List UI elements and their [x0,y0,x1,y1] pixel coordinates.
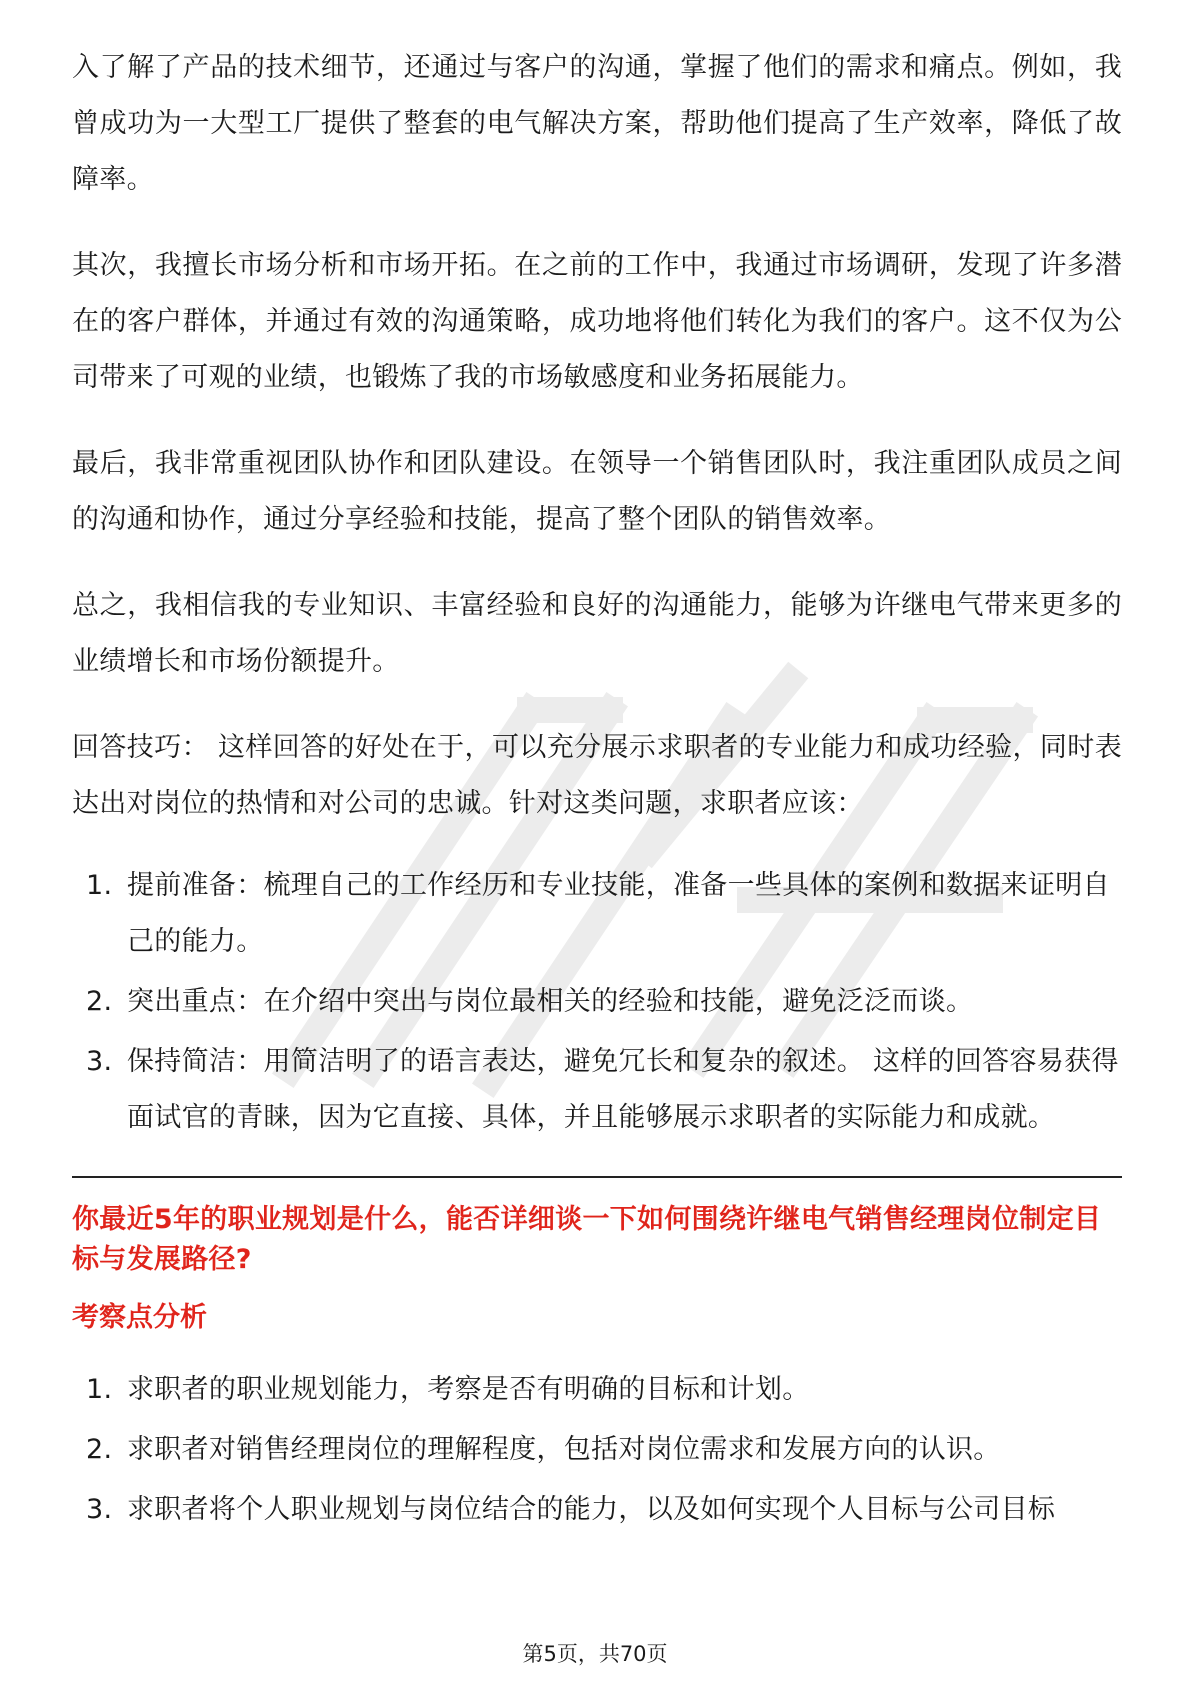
paragraph-summary: 总之，我相信我的专业知识、丰富经验和良好的沟通能力，能够为许继电气带来更多的业绩增长和市场份额提升。 [72,590,1122,677]
question-title: 你最近5年的职业规划是什么，能否详细谈一下如何围绕许继电气销售经理岗位制定目标与发展路径? [72,1204,1102,1275]
list-item-text: 突出重点：在介绍中突出与岗位最相关的经验和技能，避免泛泛而谈。 [127,986,974,1017]
tips-list [72,858,1122,1146]
list-item [72,858,1122,970]
list-item-text: 求职者的职业规划能力，考察是否有明确的目标和计划。 [127,1374,810,1405]
list-item-number: 3. [86,1494,113,1525]
analysis-heading: 考察点分析 [72,1302,207,1333]
analysis-list [72,1362,1122,1538]
paragraph-market-analysis: 其次，我擅长市场分析和市场开拓。在之前的工作中，我通过市场调研，发现了许多潜在的客户群体，并通过有效的沟通策略，成功地将他们转化为我们的客户。这不仅为公司带来了可观的业绩，也锻炼了我的市场敏感度和业务拓展能力。 [72,250,1122,393]
section-divider [72,1176,1122,1178]
paragraph-teamwork: 最后，我非常重视团队协作和团队建设。在领导一个销售团队时，我注重团队成员之间的沟通和协作，通过分享经验和技能，提高了整个团队的销售效率。 [72,448,1122,535]
list-item-number: 1. [86,870,113,901]
page-number: 第5页，共70页 [522,1642,668,1666]
list-item [72,1422,1122,1478]
document-page [72,40,1122,1542]
list-item-text: 提前准备：梳理自己的工作经历和专业技能，准备一些具体的案例和数据来证明自己的能力。 [127,870,1110,957]
list-item-number: 1. [86,1374,113,1405]
list-item [72,1034,1122,1146]
list-item-number: 3. [86,1046,113,1077]
list-item-text: 求职者对销售经理岗位的理解程度，包括对岗位需求和发展方向的认识。 [127,1434,1001,1465]
list-item-number: 2. [86,1434,113,1465]
paragraph-experience-detail: 入了解了产品的技术细节，还通过与客户的沟通，掌握了他们的需求和痛点。例如，我曾成功为一大型工厂提供了整套的电气解决方案，帮助他们提高了生产效率，降低了故障率。 [72,52,1122,195]
list-item-number: 2. [86,986,113,1017]
list-item-text: 保持简洁：用简洁明了的语言表达，避免冗长和复杂的叙述。 这样的回答容易获得面试官的青睐，因为它直接、具体，并且能够展示求职者的实际能力和成就。 [127,1046,1119,1133]
list-item-text: 求职者将个人职业规划与岗位结合的能力，以及如何实现个人目标与公司目标 [127,1494,1056,1525]
list-item [72,974,1122,1030]
list-item [72,1362,1122,1418]
paragraph-answer-tips: 回答技巧： 这样回答的好处在于，可以充分展示求职者的专业能力和成功经验，同时表达出对岗位的热情和对公司的忠诚。针对这类问题，求职者应该： [72,732,1122,819]
list-item [72,1482,1122,1538]
